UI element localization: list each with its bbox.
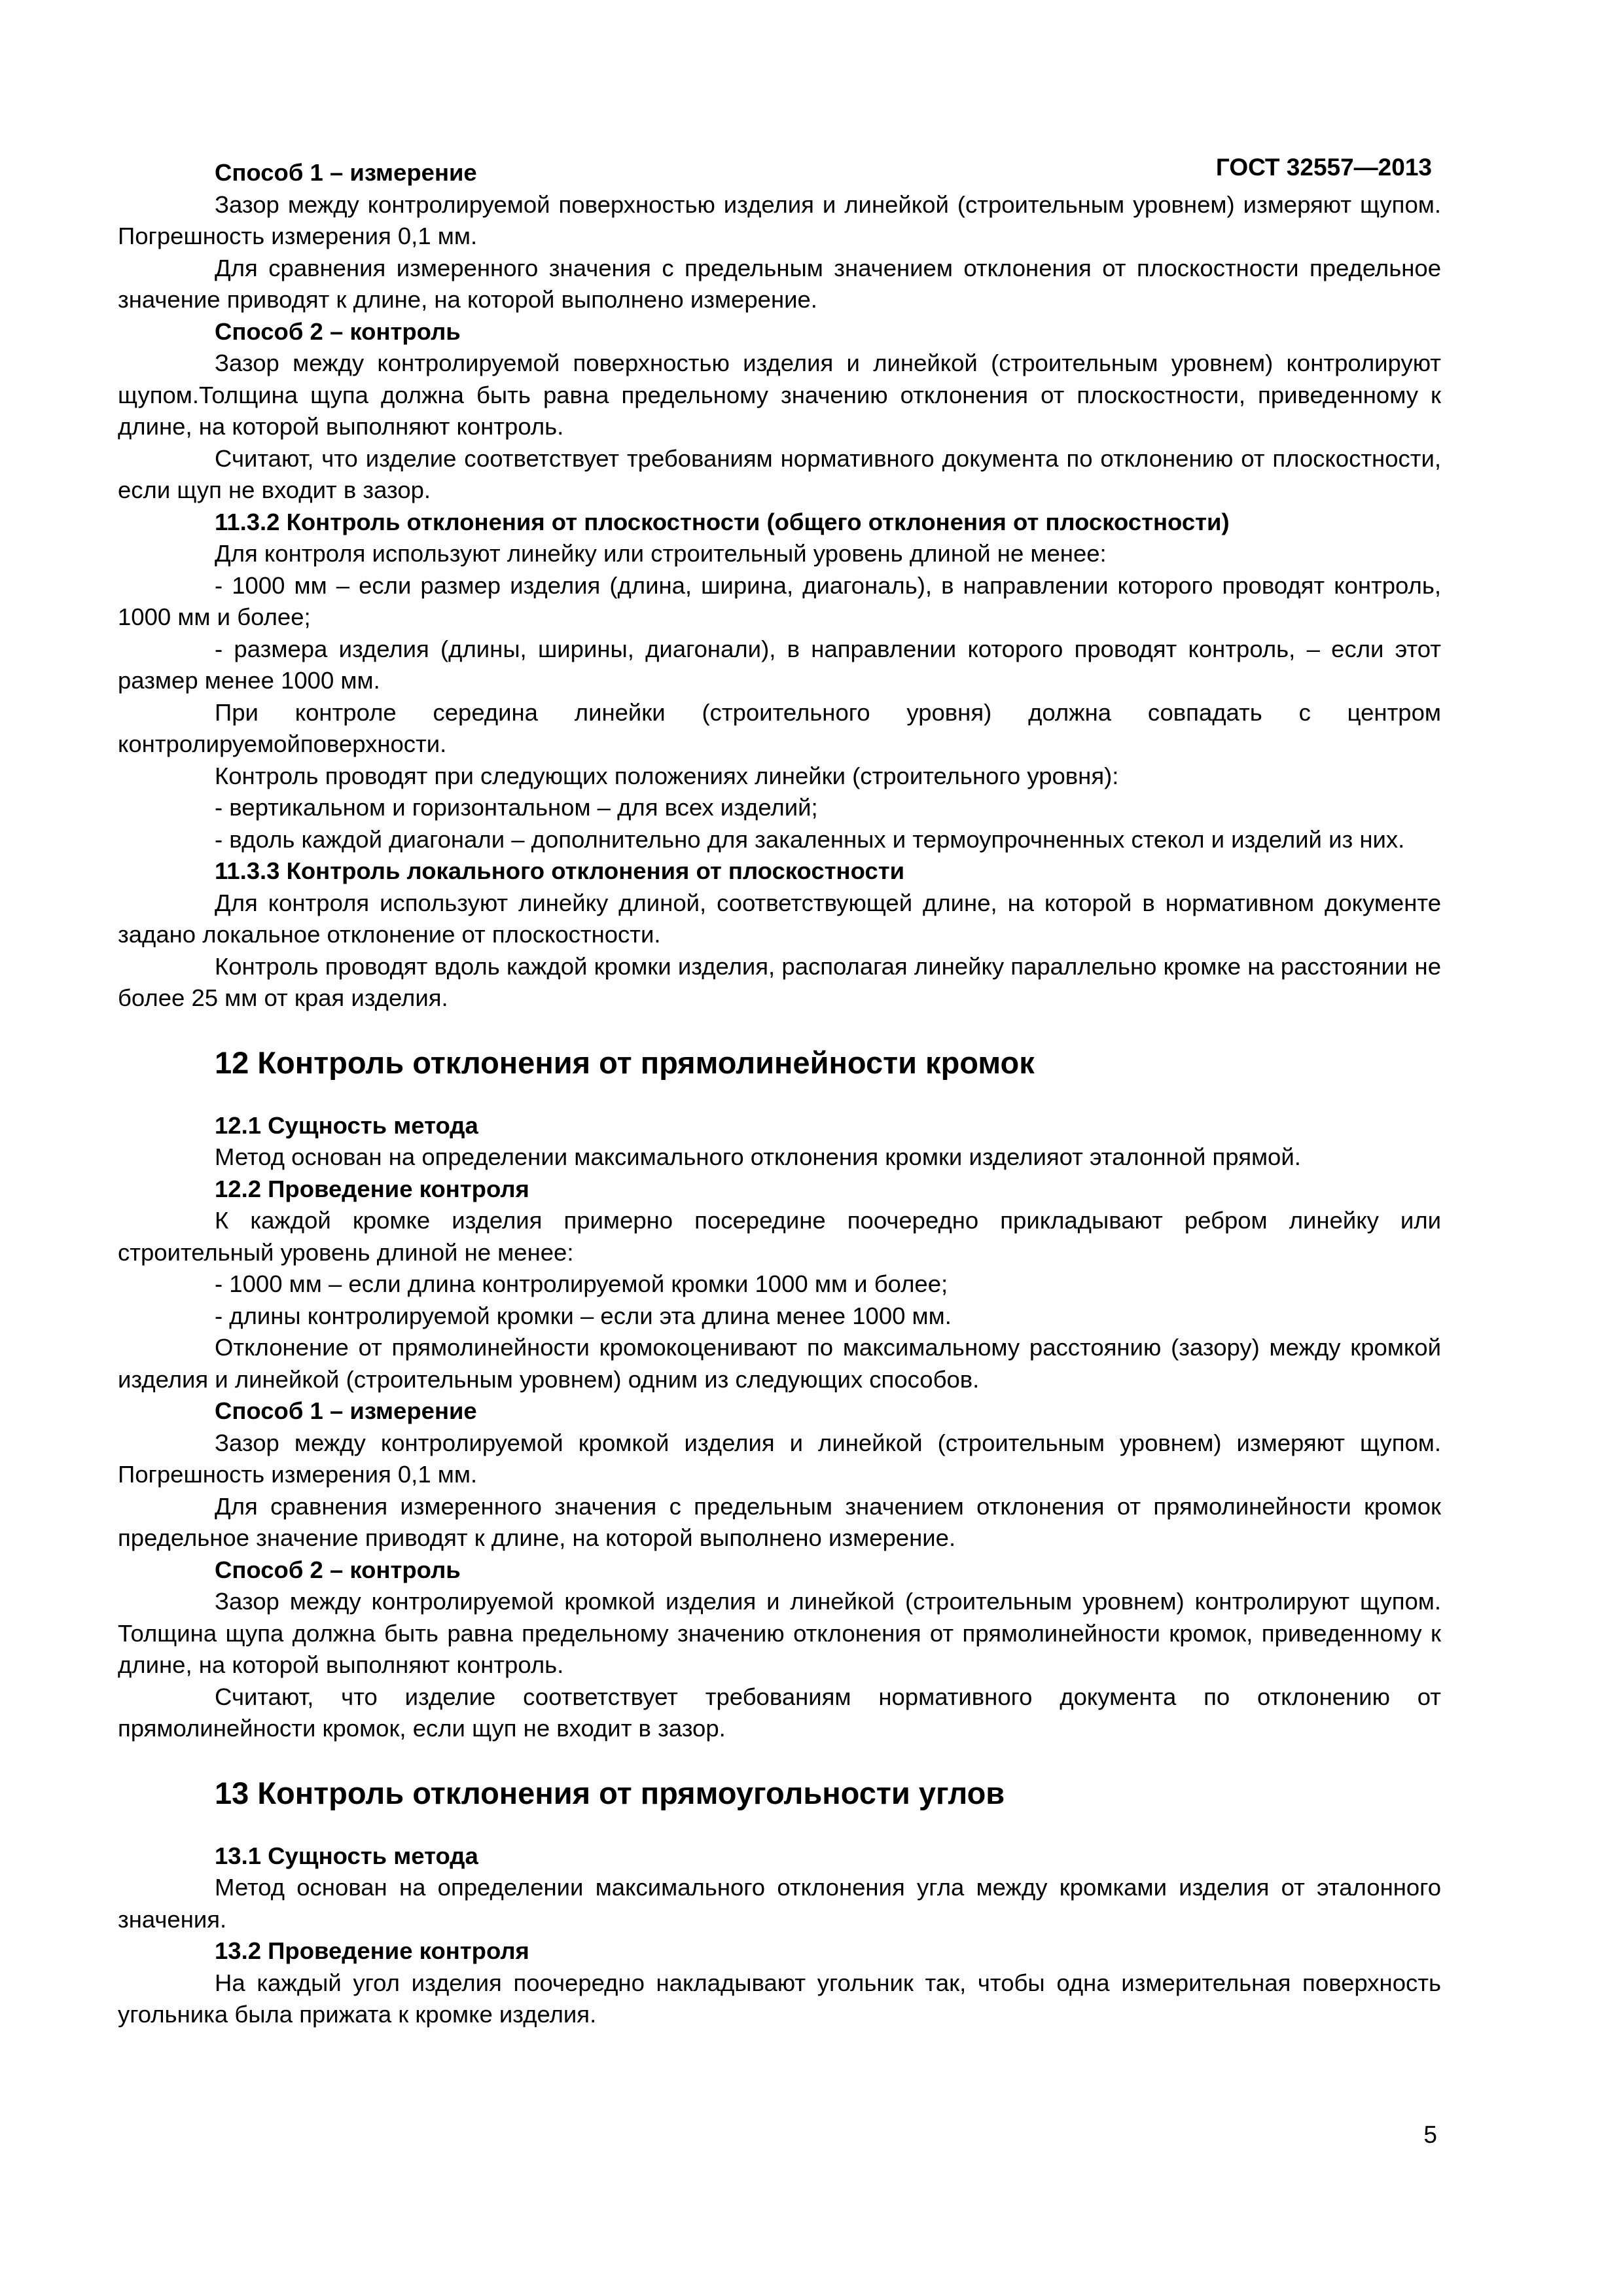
subsection-13-1-heading: 13.1 Сущность метода <box>215 1842 478 1869</box>
subsection-12-2-heading: 12.2 Проведение контроля <box>215 1175 529 1202</box>
subsection-11-3-3-heading: 11.3.3 Контроль локального отклонения от плоскостности <box>215 857 905 884</box>
paragraph: Метод основан на определении максимального отклонения угла между кромками изделия от эталонного значения. <box>118 1874 1441 1933</box>
paragraph: Для сравнения измеренного значения с предельным значением отклонения от прямолинейности кромок предельное значение приводят к длине, на которой выполнено измерение. <box>118 1492 1441 1551</box>
paragraph: Зазор между контролируемой кромкой изделия и линейкой (строительным уровнем) контролируют щупом. Толщина щупа должна быть равна предельному значению отклонения от прямолинейности кромок, приведенному к длине, на которой выполняют контроль. <box>118 1588 1441 1678</box>
paragraph: Зазор между контролируемой поверхностью изделия и линейкой (строительным уровнем) измеряют щупом. Погрешность измерения 0,1 мм. <box>118 190 1441 249</box>
paragraph: При контроле середина линейки (строительного уровня) должна совпадать с центром контролируемойповерхности. <box>118 698 1441 757</box>
paragraph: Зазор между контролируемой поверхностью изделия и линейкой (строительным уровнем) контролируют щупом.Толщина щупа должна быть равна предельному значению отклонения от плоскостности, приведенному к длине, на которой выполняют контроль. <box>118 350 1441 440</box>
section-13-heading: 13 Контроль отклонения от прямоугольности углов <box>215 1775 1005 1810</box>
section-12-heading: 12 Контроль отклонения от прямолинейности кромок <box>215 1045 1035 1080</box>
method-1-heading: Способ 1 – измерение <box>215 1397 477 1424</box>
method-2-heading: Способ 2 – контроль <box>215 1556 461 1583</box>
paragraph: На каждый угол изделия поочередно накладывают угольник так, чтобы одна измерительная поверхность угольника была прижата к кромке изделия. <box>118 1969 1441 2028</box>
subsection-12-1-heading: 12.1 Сущность метода <box>215 1111 478 1139</box>
list-item: - 1000 мм – если длина контролируемой кромки 1000 мм и более; <box>215 1270 948 1297</box>
list-item: - размера изделия (длины, ширины, диагонали), в направлении которого проводят контроль, – если этот размер менее 1000 мм. <box>118 635 1441 694</box>
paragraph: Контроль проводят вдоль каждой кромки изделия, располагая линейку параллельно кромке на расстоянии не более 25 мм от края изделия. <box>118 952 1441 1011</box>
paragraph: Для сравнения измеренного значения с предельным значением отклонения от плоскостности предельное значение приводят к длине, на которой выполнено измерение. <box>118 254 1441 313</box>
paragraph: Контроль проводят при следующих положениях линейки (строительного уровня): <box>215 762 1119 789</box>
page-body <box>118 157 1441 2031</box>
page-number: 5 <box>1423 2121 1437 2148</box>
method-2-heading: Способ 2 – контроль <box>215 317 461 345</box>
list-item: - вдоль каждой диагонали – дополнительно для закаленных и термоупрочненных стекол и изделий из них. <box>215 825 1405 853</box>
subsection-11-3-2-heading: 11.3.2 Контроль отклонения от плоскостности (общего отклонения от плоскостности) <box>215 508 1230 535</box>
paragraph: К каждой кромке изделия примерно посередине поочередно прикладывают ребром линейку или строительный уровень длиной не менее: <box>118 1207 1441 1266</box>
paragraph: Для контроля используют линейку или строительный уровень длиной не менее: <box>215 540 1107 567</box>
method-1-heading: Способ 1 – измерение <box>215 159 477 186</box>
paragraph: Отклонение от прямолинейности кромокоценивают по максимальному расстоянию (зазору) между кромкой изделия и линейкой (строительным уровнем) одним из следующих способов. <box>118 1334 1441 1393</box>
paragraph: Для контроля используют линейку длиной, соответствующей длине, на которой в нормативном документе задано локальное отклонение от плоскостности. <box>118 889 1441 948</box>
document-code: ГОСТ 32557—2013 <box>1215 154 1432 181</box>
list-item: - вертикальном и горизонтальном – для всех изделий; <box>215 794 818 821</box>
paragraph: Зазор между контролируемой кромкой изделия и линейкой (строительным уровнем) измеряют щупом. Погрешность измерения 0,1 мм. <box>118 1429 1441 1488</box>
list-item: - длины контролируемой кромки – если эта длина менее 1000 мм. <box>215 1302 952 1329</box>
subsection-13-2-heading: 13.2 Проведение контроля <box>215 1937 529 1964</box>
paragraph: Считают, что изделие соответствует требованиям нормативного документа по отклонению от прямолинейности кромок, если щуп не входит в зазор. <box>118 1683 1441 1742</box>
paragraph: Считают, что изделие соответствует требованиям нормативного документа по отклонению от плоскостности, если щуп не входит в зазор. <box>118 444 1441 503</box>
paragraph: Метод основан на определении максимального отклонения кромки изделияот эталонной прямой. <box>215 1143 1301 1170</box>
list-item: - 1000 мм – если размер изделия (длина, ширина, диагональ), в направлении которого проводят контроль, 1000 мм и более; <box>118 571 1441 630</box>
